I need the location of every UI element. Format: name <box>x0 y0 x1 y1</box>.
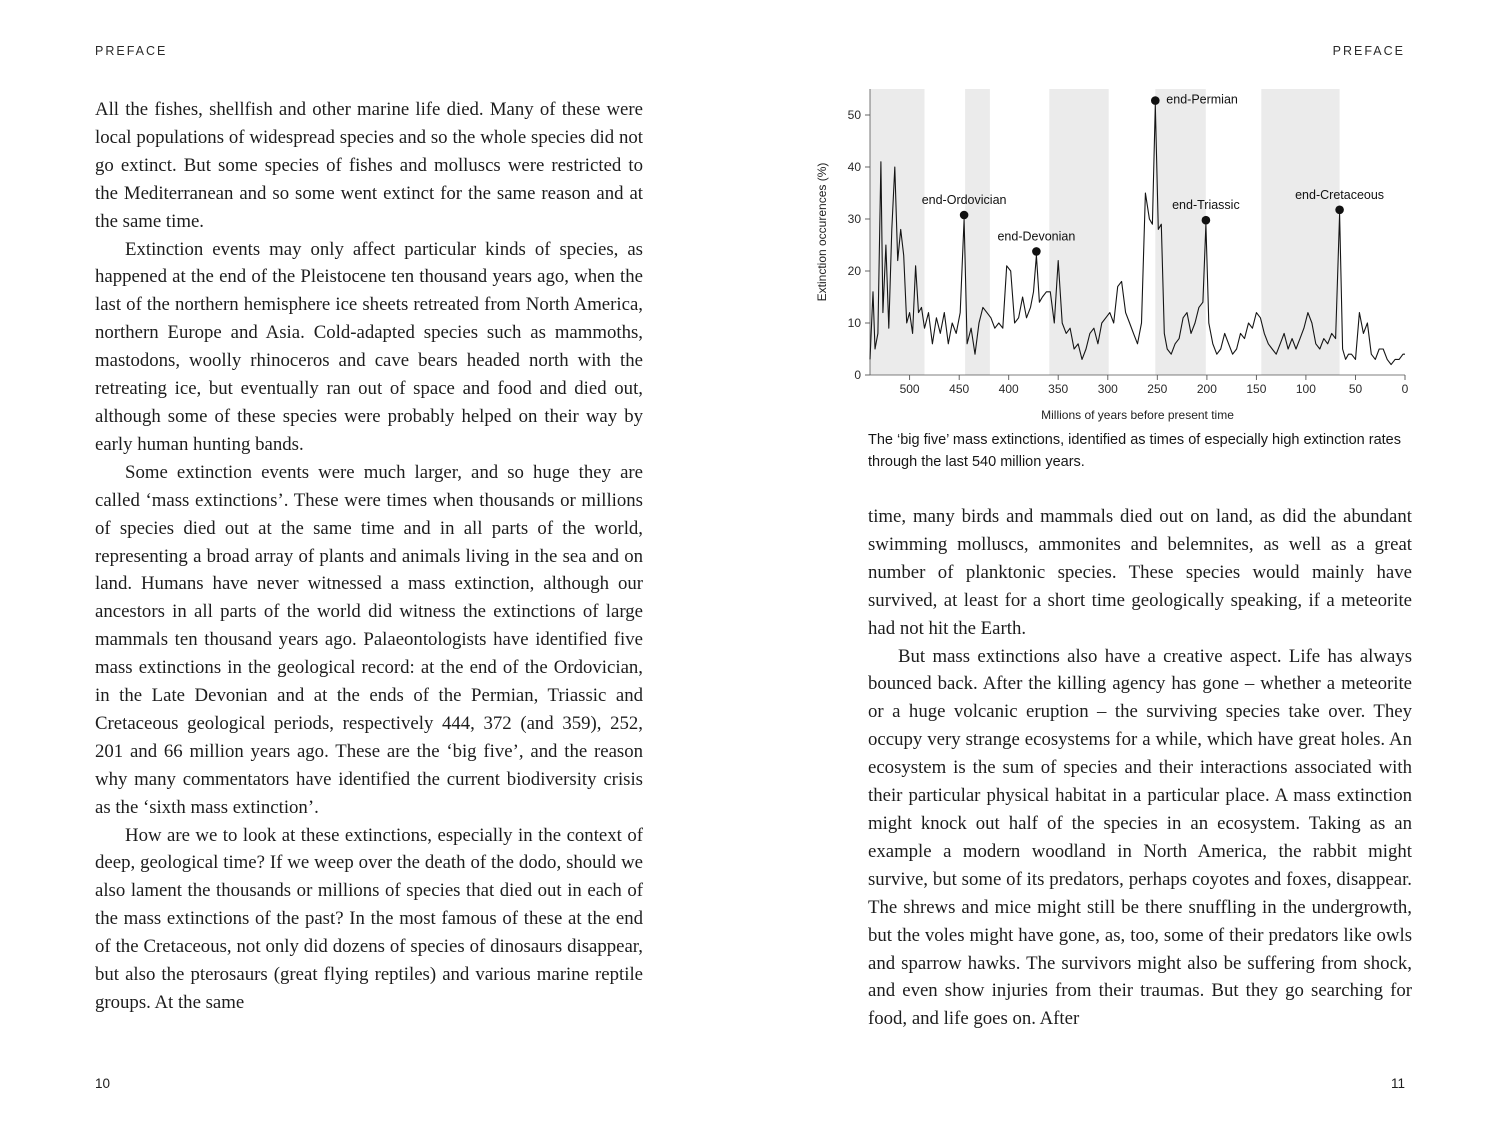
svg-text:200: 200 <box>1196 382 1217 396</box>
svg-text:30: 30 <box>847 212 861 226</box>
svg-text:450: 450 <box>949 382 970 396</box>
svg-text:50: 50 <box>847 108 861 122</box>
body-paragraph: How are we to look at these extinctions, especially in the context of deep, geological time? If we weep over the death of the dodo, should we also lament the thousands or millions of species that died out in each of the mass extinctions of the past? In the most famous of these at the end of the Cretaceous, not only did dozens of species of dinosaurs disappear, but also the pterosaurs (great flying reptiles) and various marine reptile groups. At the same <box>95 824 643 1013</box>
svg-text:0: 0 <box>1401 382 1409 396</box>
svg-text:500: 500 <box>899 382 920 396</box>
mass-extinctions-chart <box>812 82 1412 427</box>
svg-text:end-Cretaceous: end-Cretaceous <box>1295 187 1385 202</box>
svg-text:250: 250 <box>1147 382 1168 396</box>
right-page-body <box>868 503 1412 1033</box>
left-page-body <box>95 96 643 1017</box>
body-paragraph: But mass extinctions also have a creative aspect. Life has always bounced back. After the killing agency has gone – whether a meteorite or a huge volcanic eruption – the surviving species take over. They occupy very strange ecosystems for a while, which have great holes. An ecosystem is the sum of species and their interactions associated with their particular physical habitat in a particular place. A mass extinction might knock out half of the species in an ecosystem. Taking as an example a modern woodland in North America, the rabbit might survive, but some of its predators, perhaps coyotes and foxes, disappear. The shrews and mice might still be there snuffling in the undergrowth, but the voles might have gone, as, too, some of their predators like owls and sparrow hawks. The survivors might also be suffering from shock, and even show injuries from their traumas. But they go searching for food, and life goes on. After <box>868 645 1412 1030</box>
body-paragraph: Some extinction events were much larger, and so huge they are called ‘mass extinctions’. These were times when thousands or millions of species died out at the same time and in all parts of the world, representing a broad array of plants and animals living in the sea and on land. Humans have never witnessed a mass extinction, although our ancestors in all parts of the world did witness the extinctions of large mammals ten thousand years ago. Palaeontologists have identified five mass extinctions in the geological record: at the end of the Ordovician, in the Late Devonian and at the ends of the Permian, Triassic and Cretaceous geological periods, respectively 444, 372 (and 359), 252, 201 and 66 million years ago. These are the ‘big five’, and the reason why many commentators have identified the current biodiversity crisis as the ‘sixth mass extinction’. <box>95 461 643 818</box>
svg-text:Extinction occurences (%): Extinction occurences (%) <box>815 162 829 302</box>
svg-text:end-Triassic: end-Triassic <box>1172 198 1240 213</box>
svg-text:350: 350 <box>1048 382 1069 396</box>
page-number-left: 10 <box>95 1076 111 1091</box>
svg-text:40: 40 <box>847 160 861 174</box>
svg-text:50: 50 <box>1348 382 1363 396</box>
extinction-line-chart <box>812 82 1412 427</box>
body-paragraph: time, many birds and mammals died out on land, as did the abundant swimming molluscs, ammonites and belemnites, as well as a great number of planktonic species. These species would mainly have survived, at least for a short time geologically speaking, if a meteorite had not hit the Earth. <box>868 506 1412 639</box>
running-head-left: PREFACE <box>95 44 168 58</box>
svg-text:end-Permian: end-Permian <box>1166 92 1238 107</box>
body-paragraph: All the fishes, shellfish and other marine life died. Many of these were local populations of widespread species and so the whole species did not go extinct. But some species of fishes and molluscs were restricted to the Mediterranean and so some went extinct for the same reason and at the same time. <box>95 99 643 232</box>
figure-caption: The ‘big five’ mass extinctions, identified as times of especially high extinction rates through the last 540 million years. <box>868 432 1401 470</box>
svg-text:400: 400 <box>998 382 1019 396</box>
svg-text:300: 300 <box>1097 382 1118 396</box>
svg-text:0: 0 <box>854 368 861 382</box>
svg-text:Millions of years before prese: Millions of years before present time <box>1041 408 1234 422</box>
svg-text:end-Devonian: end-Devonian <box>997 229 1076 244</box>
running-head-right: PREFACE <box>1332 44 1405 58</box>
svg-text:100: 100 <box>1295 382 1316 396</box>
page-number-right: 11 <box>1390 1076 1405 1091</box>
svg-text:20: 20 <box>847 264 861 278</box>
svg-text:end-Ordovician: end-Ordovician <box>921 193 1007 207</box>
body-paragraph: Extinction events may only affect particular kinds of species, as happened at the end of the Pleistocene ten thousand years ago, when the last of the northern hemisphere ice sheets retreated from North America, northern Europe and Asia. Cold-adapted species such as mammoths, mastodons, woolly rhinoceros and cave bears headed north with the retreating ice, but eventually ran out of space and food and died out, although some of these species were probably helped on their way by early human hunting bands. <box>95 238 643 455</box>
svg-text:150: 150 <box>1246 382 1267 396</box>
svg-text:10: 10 <box>847 316 861 330</box>
